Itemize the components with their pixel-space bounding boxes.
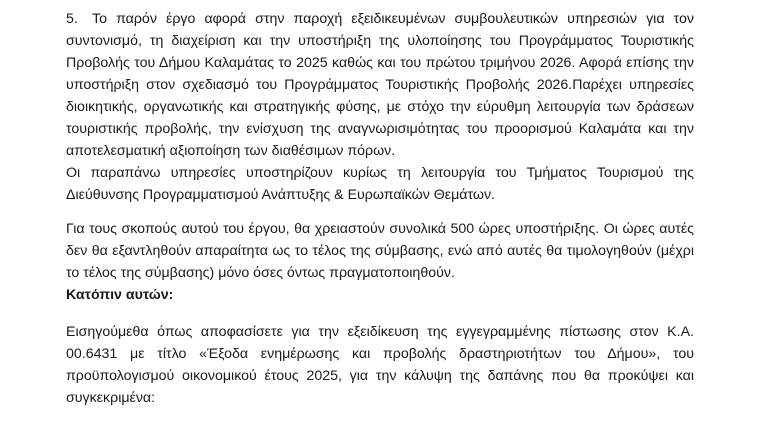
paragraph-item-5 — [66, 8, 694, 162]
item-number: 5. — [66, 11, 78, 27]
paragraph-support-hours: Για τους σκοπούς αυτού του έργου, θα χρειαστούν συνολικά 500 ώρες υποστήριξης. Οι ώρες αυτές δεν θα εξαντληθούν απαραίτητα ως το τέλος της σύμβασης, ενώ από αυτές θα τιμολογηθούν (μέχρι το τέλος της σύμβασης) μόνο όσες όντως πραγματοποιηθούν. — [66, 221, 694, 281]
paragraph-support-services: Οι παραπάνω υπηρεσίες υποστηρίζουν κυρίως τη λειτουργία του Τμήματος Τουρισμού της Διεύθυνσης Προγραμματισμού Ανάπτυξης & Ευρωπαϊκών Θεμάτων. — [66, 165, 694, 203]
section-heading: Κατόπιν αυτών: — [66, 287, 174, 303]
paragraph-proposal: Εισηγούμεθα όπως αποφασίσετε για την εξειδίκευση της εγγεγραμμένης πίστωσης στον Κ.Α. 00.6431 με τίτλο «Έξοδα ενημέρωσης και προβολής δραστηριοτήτων του Δήμου», του προϋπολογισμού οικονομικού έτους 2025, για την κάλυψη της δαπάνης που θα προκύψει και συγκεκριμένα: — [66, 324, 694, 406]
item-5-text: Το παρόν έργο αφορά στην παροχή εξειδικευμένων συμβουλευτικών υπηρεσιών για τον συντονισμό, τη διαχείριση και την υποστήριξη της υλοποίησης του Προγράμματος Τουριστικής Προβολής του Δήμου Καλαμάτας το 2025 καθώς και του πρώτου τριμήνου 2026. Αφορά επίσης την υποστήριξη στον σχεδιασμό του Προγράμματος Τουριστικής Προβολής 2026.Παρέχει υπηρεσίες διοικητικής, οργανωτικής και στρατηγικής φύσης, με στόχο την εύρυθμη λειτουργία των δράσεων τουριστικής προβολής, την ενίσχυση της αναγνωρισιμότητας του προορισμού Καλαμάτα και την αποτελεσματική αξιοποίηση των διαθέσιμων πόρων. — [66, 11, 694, 159]
